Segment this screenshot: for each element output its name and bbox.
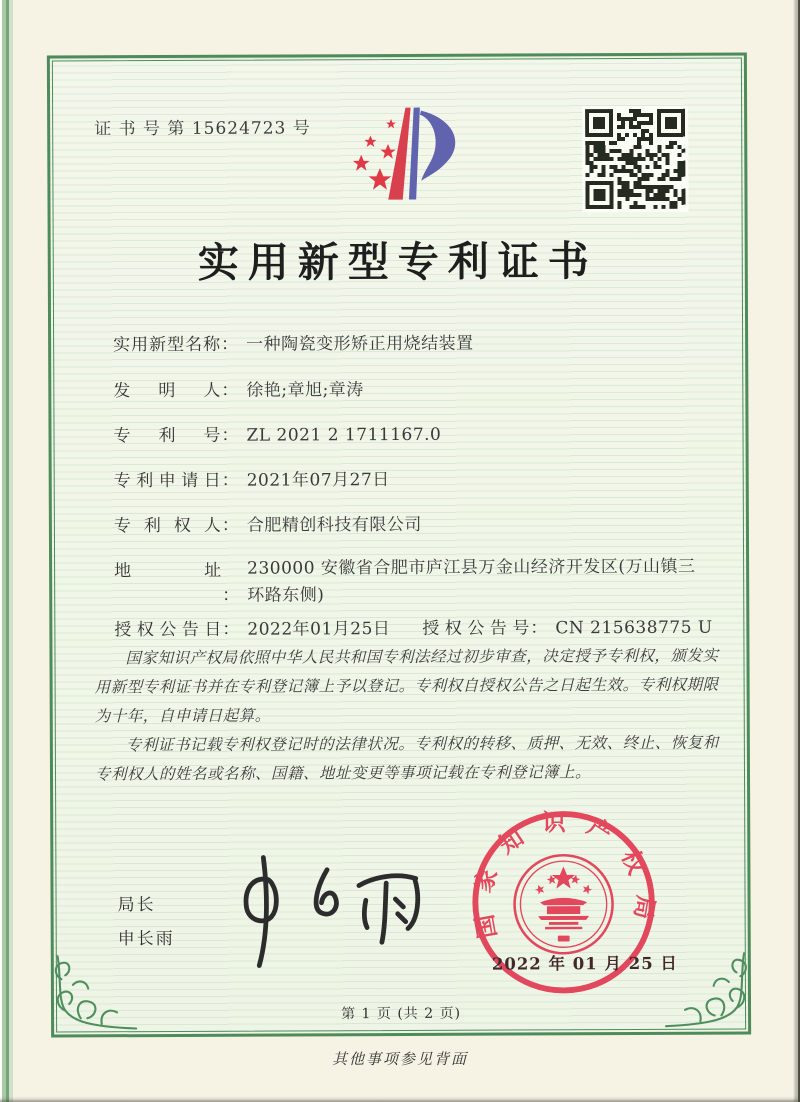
director-title: 局长 xyxy=(117,895,156,916)
scan-edge-left xyxy=(0,0,16,1102)
field-colon: ： xyxy=(221,470,239,491)
legal-text xyxy=(94,642,719,790)
field-value: ZL 2021 2 1711167.0 xyxy=(246,424,442,446)
director-signature-image xyxy=(223,849,454,975)
field-row-patent-number xyxy=(113,420,441,446)
director-name: 申长雨 xyxy=(117,928,175,950)
field-value: 2022年01月25日 xyxy=(247,619,391,640)
field-label: 地址 xyxy=(114,560,222,582)
field-value: 徐艳;章旭;章涛 xyxy=(246,380,364,401)
seal-text: 国家知识产权局 xyxy=(466,808,661,941)
field-row-address xyxy=(114,554,704,611)
field-row-filing-date xyxy=(114,465,390,491)
logo-stars xyxy=(353,119,397,190)
field-label: 专利申请日 xyxy=(113,470,221,492)
field-value: 合肥精创科技有限公司 xyxy=(246,514,422,536)
field-row-inventor xyxy=(113,375,364,401)
logo-blue-bowl xyxy=(420,110,456,180)
certificate-number: 证 书 号 第 15624723 号 xyxy=(94,118,311,140)
grant-number-group xyxy=(422,613,712,639)
legal-paragraph-2: 专利证书记载专利权登记时的法律状况。专利权的转移、质押、无效、终止、恢复和专利权人的姓名或名称、国籍、地址变更等事项记载在专利登记簿上。 xyxy=(94,733,719,784)
field-colon: ： xyxy=(221,425,239,446)
field-value: 2021年07月27日 xyxy=(246,470,390,491)
field-row-name xyxy=(113,329,474,356)
field-label: 专利号 xyxy=(113,425,221,447)
page-indicator: 第 1 页 (共 2 页) xyxy=(341,1005,462,1023)
field-row-grant xyxy=(114,614,713,641)
legal-paragraph-1: 国家知识产权局依照中华人民共和国专利法经过初步审查，决定授予专利权，颁发实用新型专利证书并在专利登记簿上予以登记。专利权自授权公告之日起生效。专利权期限为十年，自申请日起算。 xyxy=(94,646,719,726)
seal-date: 2022 年 01 月 25 日 xyxy=(491,953,678,974)
certificate-title: 实用新型专利证书 xyxy=(197,237,598,287)
scan-edge-bottom xyxy=(0,1096,800,1102)
field-label: 实用新型名称 xyxy=(113,334,221,356)
field-value: CN 215638775 U xyxy=(555,617,713,639)
field-colon: ： xyxy=(221,515,239,536)
field-label: 发明人 xyxy=(113,380,221,402)
certificate-frame xyxy=(47,52,751,1037)
field-label: 专利权人 xyxy=(113,515,221,537)
field-colon: ： xyxy=(221,334,239,355)
field-colon: ： xyxy=(221,380,239,401)
field-row-patentee xyxy=(114,510,422,536)
corner-flourish-right xyxy=(664,947,750,1033)
scan-edge-right xyxy=(793,0,800,1102)
field-label: 授权公告号 xyxy=(422,618,530,639)
cnipa-logo-icon xyxy=(333,103,489,229)
corner-flourish-left xyxy=(52,950,138,1036)
back-note: 其他事项参见背面 xyxy=(331,1050,468,1068)
field-colon: ： xyxy=(530,618,548,639)
national-emblem-icon xyxy=(514,855,612,953)
logo-blue-bar xyxy=(409,108,421,200)
field-value: 一种陶瓷变形矫正用烧结装置 xyxy=(246,333,474,355)
qr-code xyxy=(582,106,688,212)
field-colon: ： xyxy=(222,619,240,640)
field-value: 230000 安徽省合肥市庐江县万金山经济开发区(万山镇三环路东侧) xyxy=(247,556,696,606)
field-label: 授权公告日 xyxy=(114,619,222,641)
field-colon: ： xyxy=(222,585,240,606)
